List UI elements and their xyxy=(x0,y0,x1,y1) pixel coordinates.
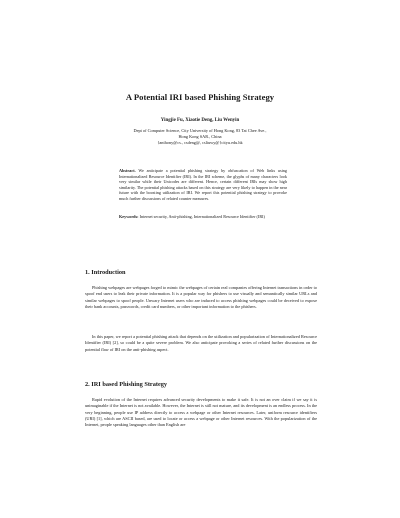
author-affiliation xyxy=(0,128,400,146)
abstract-label: Abstract. xyxy=(119,168,136,173)
keywords xyxy=(119,214,287,220)
keywords-label: Keywords: xyxy=(119,214,139,219)
affiliation-line-2: Hong Kong SAR., China xyxy=(178,134,222,140)
intro-paragraph-2: In this paper, we report a potential phishing attack that depends on the utilization and popularization of Internationalized Resource Identifier (IRI) [2], so could be a quite severe problem. We also anticipate provoking a series of related further discussions on the potential flaw of IRI on the anti-phishing aspect. xyxy=(85,334,317,352)
keywords-text: Internet security, Anti-phishing, Internationalized Resource Identifier (IRI) xyxy=(139,214,265,219)
affiliation-emails: {anthony@cs., csdeng@, csliuwy@}cityu.edu.hk xyxy=(157,140,243,146)
paper-title: A Potential IRI based Phishing Strategy xyxy=(125,92,275,102)
affiliation-line-1: Dept of Computer Science, City University of Hong Kong, 83 Tat Chee Ave., xyxy=(133,128,267,133)
abstract-text: We anticipate a potential phishing strategy by obfuscation of Web links using Internationalized Resource Identifier (IRI). In the IRI scheme, the glyphs of many characters look very similar while their Unicodes are different. Hence, certain different IRIs may show high similarity. The potential phishing attacks based on this strategy are very likely to happen in the near future with the boosting utilization of IRI. We report this potential phishing strategy to provoke much further discussions of related counter measures. xyxy=(119,168,287,201)
section-heading-introduction: 1. Introduction xyxy=(85,269,126,276)
paper-authors: Yingjie Fu, Xiaotie Deng, Liu Wenyin xyxy=(160,118,240,123)
abstract xyxy=(119,168,287,202)
intro-paragraph-1: Phishing webpages are webpages forged to mimic the webpages of certain real companies offering Internet transactions in order to spoof end users to leak their private information. It is a popular way for phishers to use visually and semantically similar URLs and similar webpages to spoof people. Unwary Internet users who are induced to access phishing webpages could be deceived to expose their bank accounts, passwords, credit card numbers, or other important information to the phishers. xyxy=(85,285,317,309)
iri-paragraph-1: Rapid evolution of the Internet requires advanced security developments to make it safe. It is not an over claim if we say it is unimaginable if the Internet is not available. However, the Internet is still not mature, and its development is an endless process. In the very beginning, people use IP address directly to access a webpage or other Internet resources. Later, uniform resource identifiers (URI) [1], which are ASCII based, are used to locate or access a webpage or other Internet resources. With the popularization of the Internet, people speaking languages other than English are xyxy=(85,397,317,427)
section-heading-iri-phishing: 2. IRI based Phishing Strategy xyxy=(85,381,168,388)
